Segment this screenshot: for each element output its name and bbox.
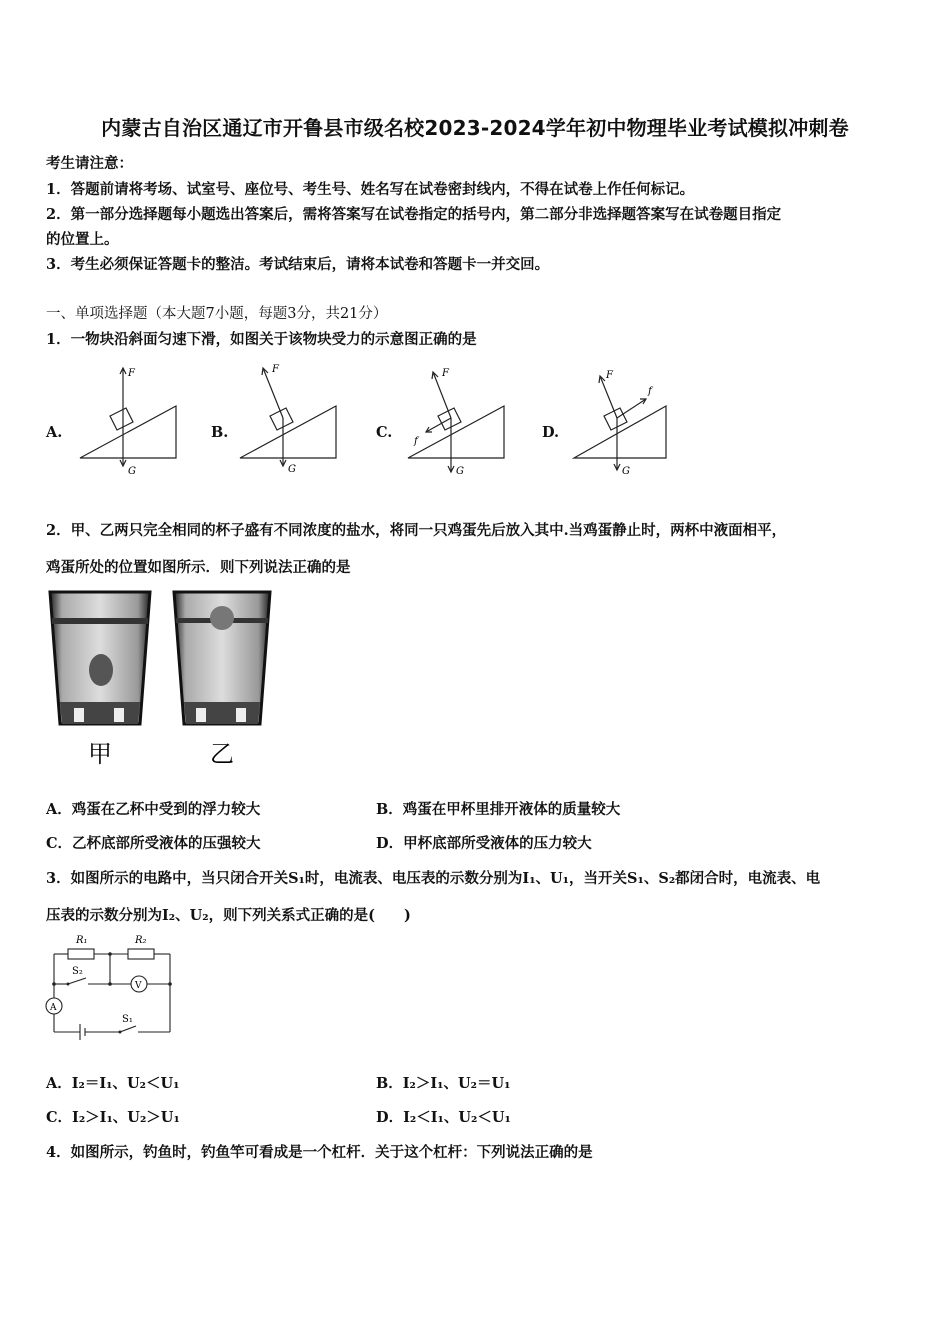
q2-option-a: A．鸡蛋在乙杯中受到的浮力较大 (46, 801, 261, 818)
cup-right-label: 乙 (210, 740, 234, 768)
q2-option-d: D．甲杯底部所受液体的压力较大 (376, 835, 592, 852)
q1-diagram-b (236, 362, 346, 482)
q2-cups-photo (46, 584, 286, 770)
notice-heading: 考生请注意： (46, 155, 133, 172)
egg-right (210, 606, 234, 630)
force-label-g: G (622, 466, 630, 477)
force-label-f: F (128, 368, 135, 379)
notice-item: 3．考生必须保证答题卡的整洁。考试结束后，请将本试卷和答题卡一并交回。 (46, 256, 550, 273)
resistor-r1 (68, 949, 94, 959)
label-voltmeter: V (135, 981, 142, 991)
question-2-line2: 鸡蛋所处的位置如图所示．则下列说法正确的是 (46, 559, 351, 576)
question-3-line1: 3．如图所示的电路中，当只闭合开关S₁时，电流表、电压表的示数分别为I₁、U₁，当开关S₁、S₂都闭合时，电流表、电 (46, 870, 821, 887)
q3-option-d: D．I₂＜I₁、U₂＜U₁ (376, 1109, 511, 1126)
force-label-f: F (272, 364, 279, 375)
question-1-text: 1．一物块沿斜面匀速下滑，如图关于该物块受力的示意图正确的是 (46, 331, 477, 348)
question-4-text: 4．如图所示，钓鱼时，钓鱼竿可看成是一个杠杆．关于这个杠杆：下列说法正确的是 (46, 1144, 593, 1161)
label-r2: R₂ (135, 935, 147, 946)
q1-option-label-a: A. (46, 424, 63, 441)
resistor-r2 (128, 949, 154, 959)
cup-right (174, 592, 270, 724)
q1-diagram-a (76, 362, 186, 482)
question-2-line1: 2．甲、乙两只完全相同的杯子盛有不同浓度的盐水，将同一只鸡蛋先后放入其中.当鸡蛋静止时，两杯中液面相平， (46, 522, 787, 539)
q1-diagram-c (404, 362, 514, 482)
force-label-g: G (288, 464, 296, 475)
notice-item: 的位置上。 (46, 231, 119, 248)
q3-circuit-diagram (40, 928, 180, 1044)
q3-option-a: A．I₂＝I₁、U₂＜U₁ (46, 1075, 180, 1092)
label-ammeter: A (50, 1003, 57, 1013)
q1-option-label-d: D. (542, 424, 560, 441)
label-r1: R₁ (76, 935, 88, 946)
egg-left (89, 654, 113, 686)
q1-diagram-d (570, 362, 680, 482)
label-s2: S₂ (72, 966, 83, 977)
notice-item: 1．答题前请将考场、试室号、座位号、考生号、姓名写在试卷密封线内，不得在试卷上作任何标记。 (46, 181, 695, 198)
force-label-f: F (606, 370, 613, 381)
force-label-friction: f (648, 386, 652, 397)
cup-left-label: 甲 (88, 740, 112, 768)
cup-left (50, 592, 150, 724)
q1-option-label-c: C. (376, 424, 393, 441)
switch-s1 (120, 1026, 136, 1032)
q2-option-c: C．乙杯底部所受液体的压强较大 (46, 835, 261, 852)
force-label-g: G (128, 466, 136, 477)
notice-item: 2．第一部分选择题每小题选出答案后，需将答案写在试卷指定的括号内，第二部分非选择题答案写在试卷题目指定 (46, 206, 782, 223)
switch-s2 (68, 978, 86, 984)
label-s1: S₁ (122, 1014, 133, 1025)
q3-option-b: B．I₂＞I₁、U₂＝U₁ (376, 1075, 511, 1092)
section-heading: 一、单项选择题（本大题7小题，每题3分，共21分） (46, 306, 388, 322)
force-label-friction: f (414, 436, 418, 447)
q2-option-b: B．鸡蛋在甲杯里排开液体的质量较大 (376, 801, 621, 818)
page-title: 内蒙古自治区通辽市开鲁县市级名校2023-2024学年初中物理毕业考试模拟冲刺卷 (101, 116, 849, 140)
q3-option-c: C．I₂＞I₁、U₂＞U₁ (46, 1109, 180, 1126)
force-label-f: F (442, 368, 449, 379)
q1-option-label-b: B. (211, 424, 229, 441)
force-label-g: G (456, 466, 464, 477)
question-3-line2: 压表的示数分别为I₂、U₂，则下列关系式正确的是( ) (46, 907, 411, 924)
